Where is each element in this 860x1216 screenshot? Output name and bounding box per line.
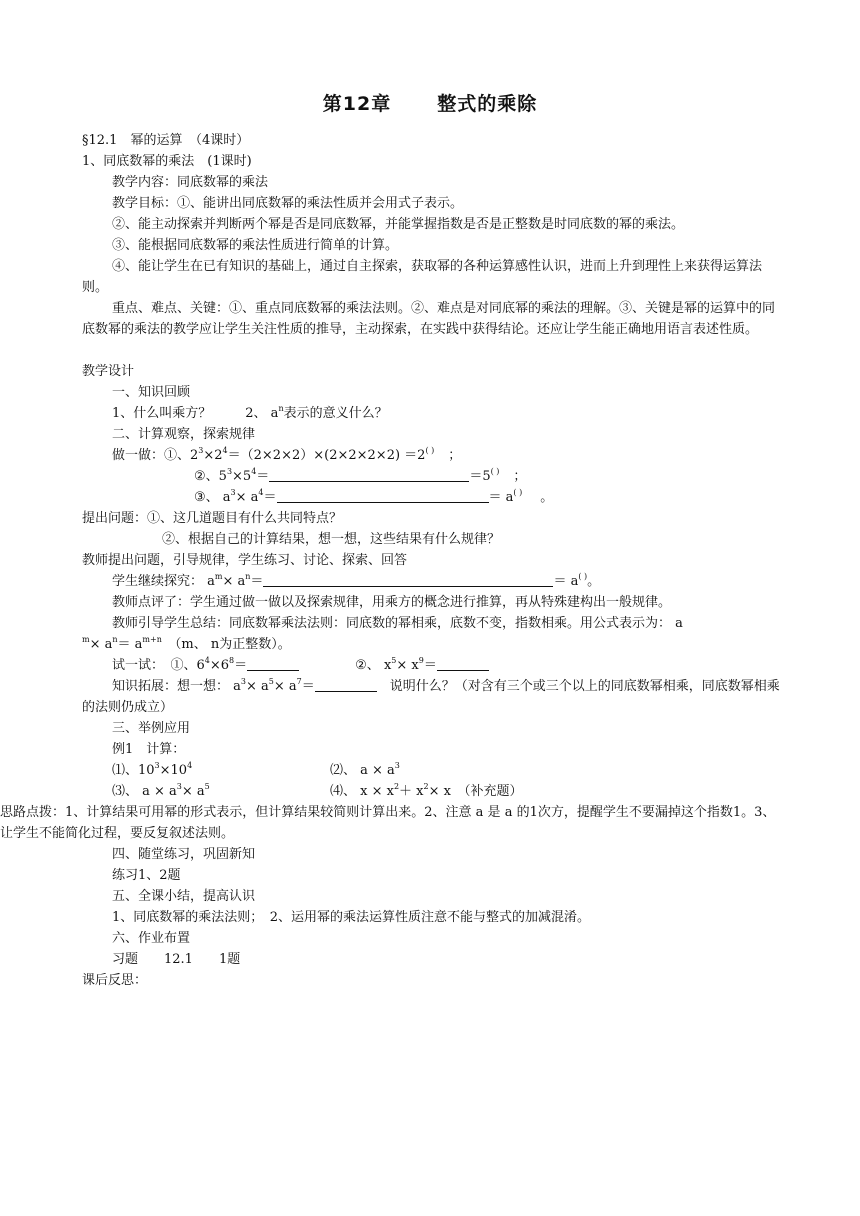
reflection-label: 课后反思： [82, 973, 148, 988]
part-5-heading: 五、全课小结，提高认识 [112, 889, 256, 904]
question-2: ②、根据自己的计算结果，想一想，这些结果有什么规律？ [162, 532, 501, 547]
goal-3: ③、能根据同底数幂的乘法性质进行简单的计算。 [112, 238, 399, 253]
knowledge-extension: 知识拓展：想一想： $a^3\times a^5\times a^7=$ 说明什么？（对含有三个或三个以上的同底数幂相乘，同底数幂相乘的法则仍成立） [82, 677, 780, 715]
key-points: 重点、难点、关键：①、重点同底数幂的乘法法则。②、难点是对同底幂的乘法的理解。③、关键是幂的运算中的同底数幂的乘法的教学应让学生关注性质的推导，主动探索，在实践中获得结论。还应让学生能正确地用语言表述性质。 [82, 301, 776, 337]
part-6-heading: 六、作业布置 [112, 931, 191, 946]
section-heading: §12.1 幂的运算 （4课时） [82, 133, 250, 148]
continue-explore: 学生继续探究： $a^m\times a^n= = a^{( )}$。 [112, 572, 601, 589]
part-4-heading: 四、随堂练习，巩固新知 [112, 847, 256, 862]
example-row-1: ⑴、$10^3\times 10^4$ ⑵、 $a \times a^3$ [112, 761, 400, 778]
teaching-content: 教学内容：同底数幂的乘法 [112, 175, 269, 190]
example-row-2: ⑶、 $a \times a^3\times a^5$ ⑷、 $x \times x^2+ x^2\times x$ （补充题） [112, 782, 523, 799]
teacher-comment: 教师点评了：学生通过做一做以及探索规律，用乘方的概念进行推算，再从特殊建构出一般规律。 [112, 595, 672, 610]
review-questions: 1、什么叫乘方？ 2、 $a^n$表示的意义什么？ [112, 404, 388, 421]
question-1: 提出问题：①、这几道题目有什么共同特点？ [82, 511, 343, 526]
part-3-heading: 三、举例应用 [112, 721, 191, 736]
answer-blank [437, 657, 489, 671]
part-2-heading: 二、计算观察，探索规律 [112, 427, 256, 442]
summary-line-1: 教师引导学生总结：同底数幂乘法法则：同底数的幂相乘，底数不变，指数相乘。用公式表示为： a [112, 616, 683, 631]
summary-points: 1、同底数幂的乘法法则； 2、运用幂的乘法运算性质注意不能与整式的加减混淆。 [112, 910, 591, 925]
chapter-title [0, 94, 860, 115]
answer-blank [269, 468, 469, 482]
summary-formula: $^m\times a^n= a^{m+n}$ （m、 n为正整数）。 [82, 635, 291, 652]
goal-4: ④、能让学生在已有知识的基础上，通过自主探索，获取幂的各种运算感性认识，进而上升到理性上来获得运算法则。 [82, 259, 763, 295]
example-title: 例1 计算： [112, 742, 186, 757]
practice-line: 练习1、2题 [112, 868, 181, 883]
answer-blank [315, 678, 377, 692]
exercise-1: 做一做：①、$2^3\times 2^4=(2\times 2\times 2)\times(2\times 2\times 2\times 2) =2^{( )}$ ； [112, 446, 462, 463]
thinking-hint: 思路点拨：1、计算结果可用幂的形式表示，但计算结果较简则计算出来。2、注意 a 是 a 的1次方，提醒学生不要漏掉这个指数1。3、让学生不能简化过程，要反复叙述法则。 [0, 805, 776, 841]
exercise-2: ②、$5^3\times 5^4= =5^{( )}$ ； [194, 467, 527, 484]
try-it: 试一试： ①、$6^4\times 6^8=$ ②、 $x^5\times x^9=$ [82, 655, 782, 676]
chapter-number: 第12章 [322, 93, 392, 115]
answer-blank [247, 657, 299, 671]
part-1-heading: 一、知识回顾 [112, 385, 191, 400]
exercise-3: ③、 $a^3\times a^4= = a^{( )}$ 。 [194, 488, 554, 505]
answer-blank [277, 489, 489, 503]
document-body [0, 130, 782, 991]
homework-line: 习题 12.1 1题 [112, 952, 241, 967]
teacher-question: 教师提出问题，引导规律，学生练习、讨论、探索、回答 [82, 553, 408, 568]
teaching-design-heading: 教学设计 [82, 364, 135, 379]
goal-1: 教学目标：①、能讲出同底数幂的乘法性质并会用式子表示。 [112, 196, 464, 211]
chapter-name: 整式的乘除 [437, 93, 538, 115]
answer-blank [263, 573, 553, 587]
goal-2: ②、能主动探索并判断两个幂是否是同底数幂，并能掌握指数是否是正整数是时同底数的幂的乘法。 [112, 217, 685, 232]
lesson-heading: 1、同底数幂的乘法 (1课时) [82, 154, 252, 169]
